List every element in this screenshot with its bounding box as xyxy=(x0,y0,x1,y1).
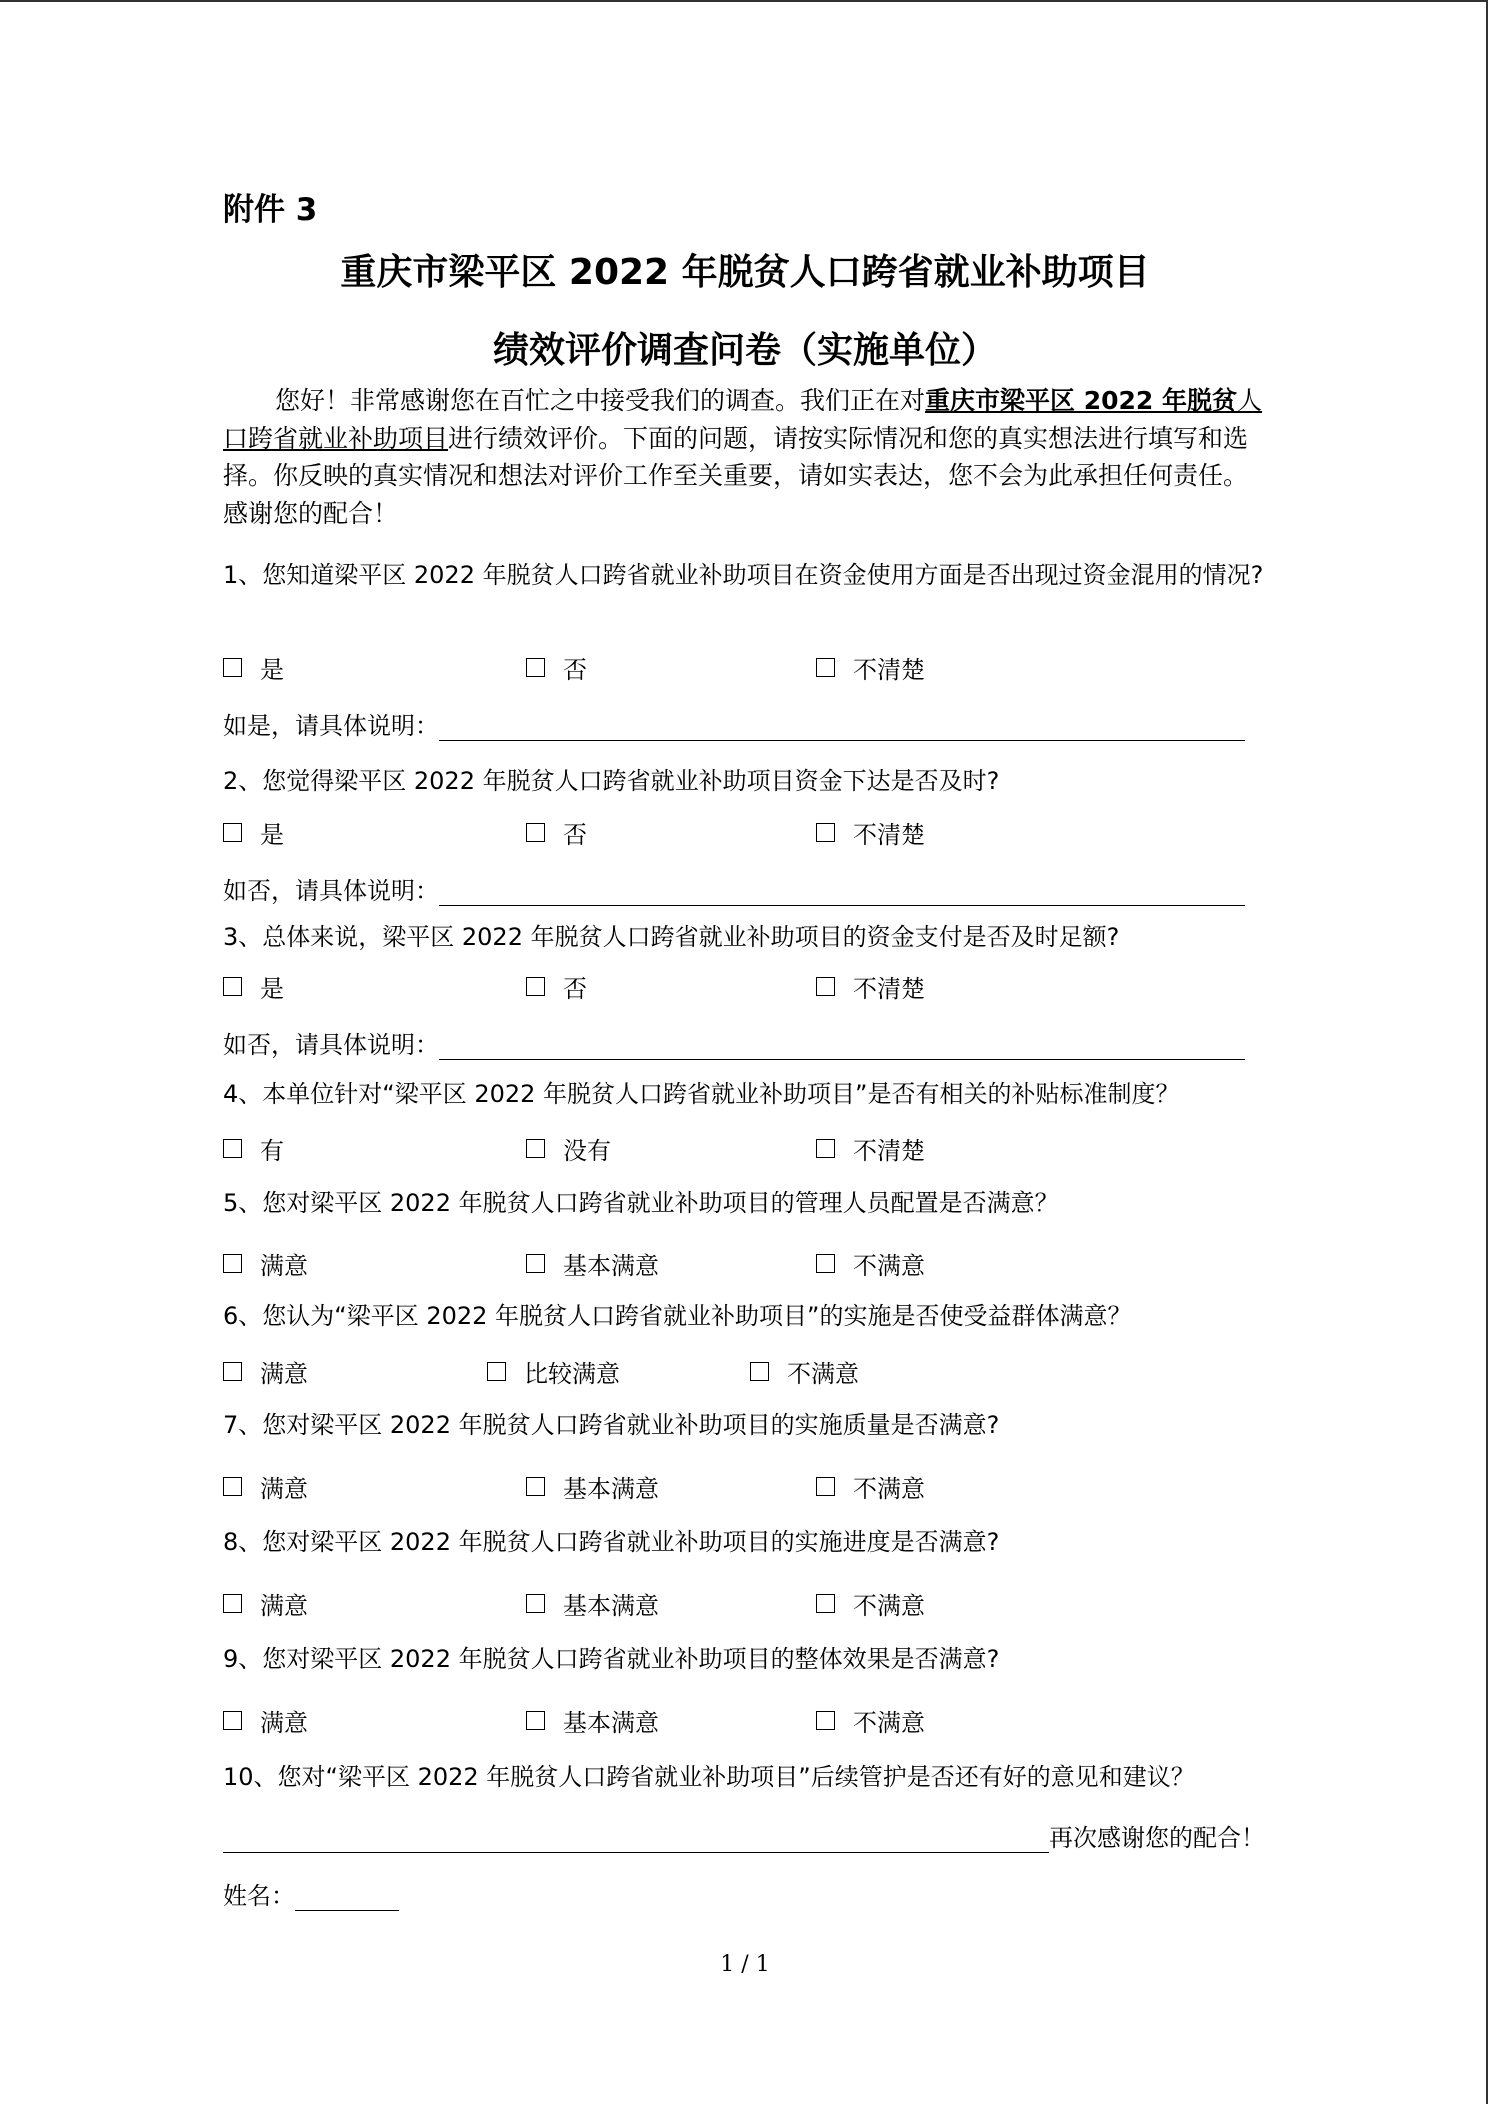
option-label: 基本满意 xyxy=(563,1475,659,1503)
attachment-label: 附件 3 xyxy=(223,192,318,228)
q6-option-2[interactable] xyxy=(487,1354,620,1389)
q1-option-3[interactable] xyxy=(816,650,925,685)
option-label: 否 xyxy=(563,656,587,684)
q1-option-1[interactable] xyxy=(223,650,284,685)
checkbox-icon[interactable] xyxy=(526,658,545,677)
option-label: 否 xyxy=(563,975,587,1003)
page-top-border xyxy=(0,0,1488,2)
q4-option-1[interactable] xyxy=(223,1131,284,1166)
q8-option-2[interactable] xyxy=(526,1586,659,1621)
q3-option-2[interactable] xyxy=(526,969,587,1004)
checkbox-icon[interactable] xyxy=(223,1254,242,1273)
q8-option-3[interactable] xyxy=(816,1586,925,1621)
checkbox-icon[interactable] xyxy=(526,823,545,842)
checkbox-icon[interactable] xyxy=(816,1711,835,1730)
checkbox-icon[interactable] xyxy=(487,1362,506,1381)
option-label: 满意 xyxy=(260,1252,308,1280)
checkbox-icon[interactable] xyxy=(816,1477,835,1496)
checkbox-icon[interactable] xyxy=(816,1254,835,1273)
option-label: 否 xyxy=(563,821,587,849)
checkbox-icon[interactable] xyxy=(750,1362,769,1381)
followup-label: 如是，请具体说明： xyxy=(223,712,439,740)
question-6: 6、您认为“梁平区 2022 年脱贫人口跨省就业补助项目”的实施是否使受益群体满意？ xyxy=(223,1302,1132,1330)
q5-option-1[interactable] xyxy=(223,1246,308,1281)
checkbox-icon[interactable] xyxy=(816,1594,835,1613)
option-label: 满意 xyxy=(260,1709,308,1737)
q6-option-1[interactable] xyxy=(223,1354,308,1389)
checkbox-icon[interactable] xyxy=(526,1477,545,1496)
q7-option-1[interactable] xyxy=(223,1469,308,1504)
option-label: 不满意 xyxy=(787,1360,859,1388)
q10-answer-row xyxy=(223,1818,1265,1853)
q7-option-2[interactable] xyxy=(526,1469,659,1504)
question-10: 10、您对“梁平区 2022 年脱贫人口跨省就业补助项目”后续管护是否还有好的意见和建议？ xyxy=(223,1763,1195,1791)
checkbox-icon[interactable] xyxy=(223,1139,242,1158)
checkbox-icon[interactable] xyxy=(816,658,835,677)
q1-followup xyxy=(223,706,1245,741)
checkbox-icon[interactable] xyxy=(223,977,242,996)
checkbox-icon[interactable] xyxy=(526,1139,545,1158)
option-label: 不满意 xyxy=(853,1709,925,1737)
option-label: 不满意 xyxy=(853,1592,925,1620)
checkbox-icon[interactable] xyxy=(526,1254,545,1273)
q3-followup xyxy=(223,1025,1245,1060)
q2-option-3[interactable] xyxy=(816,815,925,850)
q4-option-3[interactable] xyxy=(816,1131,925,1166)
checkbox-icon[interactable] xyxy=(223,1711,242,1730)
checkbox-icon[interactable] xyxy=(816,977,835,996)
q3-answer-line[interactable] xyxy=(439,1058,1245,1060)
checkbox-icon[interactable] xyxy=(223,1594,242,1613)
followup-label: 如否，请具体说明： xyxy=(223,877,439,905)
q9-option-2[interactable] xyxy=(526,1703,659,1738)
option-label: 没有 xyxy=(563,1137,611,1165)
intro-paragraph xyxy=(223,382,1267,532)
option-label: 是 xyxy=(260,656,284,684)
q3-option-3[interactable] xyxy=(816,969,925,1004)
question-9: 9、您对梁平区 2022 年脱贫人口跨省就业补助项目的整体效果是否满意? xyxy=(223,1645,1000,1673)
followup-label: 如否，请具体说明： xyxy=(223,1031,439,1059)
q9-option-3[interactable] xyxy=(816,1703,925,1738)
document-title-line2: 绩效评价调查问卷（实施单位） xyxy=(492,330,997,371)
q2-answer-line[interactable] xyxy=(439,904,1245,906)
name-input-line[interactable] xyxy=(295,1909,399,1911)
option-label: 有 xyxy=(260,1137,284,1165)
q2-followup xyxy=(223,871,1245,906)
question-5: 5、您对梁平区 2022 年脱贫人口跨省就业补助项目的管理人员配置是否满意？ xyxy=(223,1189,1059,1217)
intro-text-part2: 进行绩效评价。下面的问题，请按实际情况和您的真实想法进行填写和选择。你反映的真实情况和想法对评价工作至关重要，请如实表达，您不会为此承担任何责任。感谢您的配合！ xyxy=(223,423,1249,528)
option-label: 不清楚 xyxy=(853,975,925,1003)
option-label: 基本满意 xyxy=(563,1709,659,1737)
option-label: 不清楚 xyxy=(853,656,925,684)
checkbox-icon[interactable] xyxy=(816,1139,835,1158)
q1-option-2[interactable] xyxy=(526,650,587,685)
option-label: 不满意 xyxy=(853,1252,925,1280)
name-label: 姓名： xyxy=(223,1882,295,1910)
question-3: 3、总体来说，梁平区 2022 年脱贫人口跨省就业补助项目的资金支付是否及时足额? xyxy=(223,923,1120,951)
option-label: 满意 xyxy=(260,1592,308,1620)
option-label: 基本满意 xyxy=(563,1252,659,1280)
checkbox-icon[interactable] xyxy=(223,1477,242,1496)
q8-option-1[interactable] xyxy=(223,1586,308,1621)
option-label: 不清楚 xyxy=(853,821,925,849)
q7-option-3[interactable] xyxy=(816,1469,925,1504)
checkbox-icon[interactable] xyxy=(223,1362,242,1381)
option-label: 比较满意 xyxy=(524,1360,620,1388)
page-number: 1 / 1 xyxy=(720,1952,770,1977)
option-label: 是 xyxy=(260,975,284,1003)
option-label: 满意 xyxy=(260,1475,308,1503)
intro-project-name-bold: 重庆市梁平区 2022 年脱贫 xyxy=(925,386,1238,415)
q1-answer-line[interactable] xyxy=(439,739,1245,741)
question-4: 4、本单位针对“梁平区 2022 年脱贫人口跨省就业补助项目”是否有相关的补贴标准制度？ xyxy=(223,1080,1180,1108)
checkbox-icon[interactable] xyxy=(526,977,545,996)
option-label: 不清楚 xyxy=(853,1137,925,1165)
checkbox-icon[interactable] xyxy=(526,1711,545,1730)
q6-option-3[interactable] xyxy=(750,1354,859,1389)
checkbox-icon[interactable] xyxy=(223,823,242,842)
name-row xyxy=(223,1876,399,1911)
option-label: 不满意 xyxy=(853,1475,925,1503)
document-title-line1: 重庆市梁平区 2022 年脱贫人口跨省就业补助项目 xyxy=(340,252,1150,293)
checkbox-icon[interactable] xyxy=(816,823,835,842)
option-label: 是 xyxy=(260,821,284,849)
q5-option-3[interactable] xyxy=(816,1246,925,1281)
question-7: 7、您对梁平区 2022 年脱贫人口跨省就业补助项目的实施质量是否满意? xyxy=(223,1411,1000,1439)
q4-option-2[interactable] xyxy=(526,1131,611,1166)
checkbox-icon[interactable] xyxy=(223,658,242,677)
question-2: 2、您觉得梁平区 2022 年脱贫人口跨省就业补助项目资金下达是否及时? xyxy=(223,767,1000,795)
question-8: 8、您对梁平区 2022 年脱贫人口跨省就业补助项目的实施进度是否满意? xyxy=(223,1528,1000,1556)
q5-option-2[interactable] xyxy=(526,1246,659,1281)
q10-answer-line[interactable] xyxy=(223,1851,1049,1853)
option-label: 基本满意 xyxy=(563,1592,659,1620)
option-label: 满意 xyxy=(260,1360,308,1388)
q2-option-1[interactable] xyxy=(223,815,284,850)
question-1: 1、您知道梁平区 2022 年脱贫人口跨省就业补助项目在资金使用方面是否出现过资金混用的情况? xyxy=(223,561,1264,589)
q3-option-1[interactable] xyxy=(223,969,284,1004)
q2-option-2[interactable] xyxy=(526,815,587,850)
intro-project-name: 人口跨省就业补助项目 xyxy=(223,386,1263,453)
intro-text-part1: 您好！非常感谢您在百忙之中接受我们的调查。我们正在对 xyxy=(275,386,926,415)
thanks-text: 再次感谢您的配合！ xyxy=(1049,1824,1265,1852)
checkbox-icon[interactable] xyxy=(526,1594,545,1613)
q9-option-1[interactable] xyxy=(223,1703,308,1738)
